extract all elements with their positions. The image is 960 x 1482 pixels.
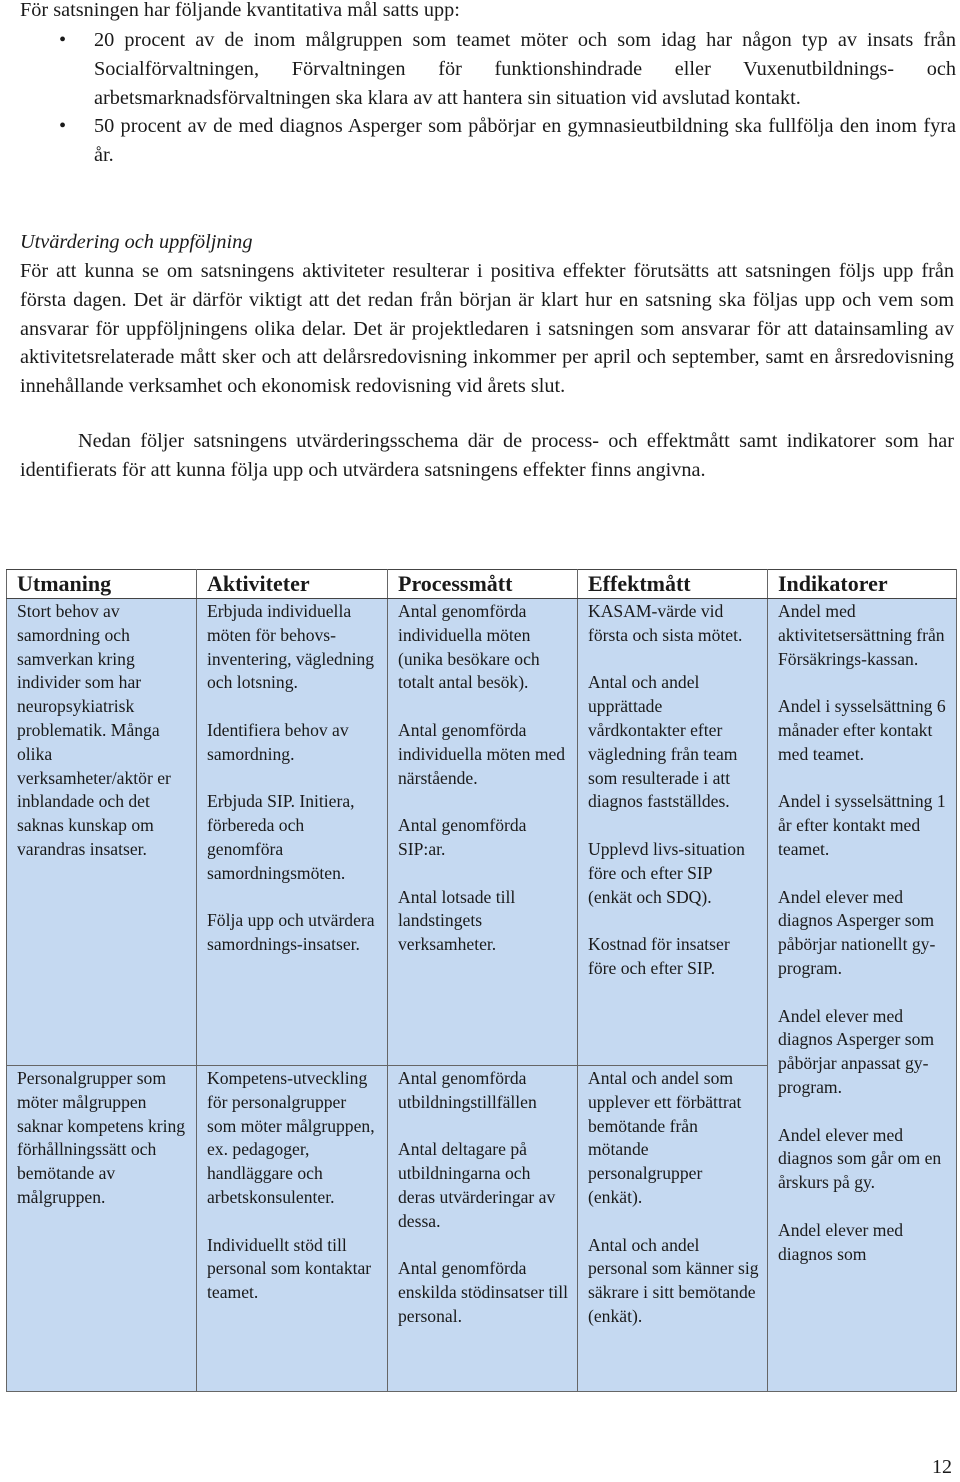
header-aktiviteter: Aktiviteter	[197, 570, 388, 599]
goal-list	[20, 26, 956, 170]
cell-indikatorer	[768, 599, 957, 1392]
cell-text: Andel i sysselsättning 6 månader efter kontakt med teamet.	[778, 696, 946, 764]
cell-text: Erbjuda SIP. Initiera, förbereda och genomföra samordningsmöten.	[207, 791, 355, 883]
cell-text: Antal och andel som upplever ett förbättrat bemötande från mötande personalgrupper (enkät).	[588, 1068, 742, 1207]
cell-text: Andel elever med diagnos som går om en årskurs på gy.	[778, 1124, 942, 1193]
bullet-icon: •	[59, 29, 67, 51]
table-header-row	[7, 570, 957, 599]
cell-text: Antal genomförda individuella möten med närstående.	[398, 719, 566, 788]
cell-text: Kostnad för insatser före och efter SIP.	[588, 934, 730, 978]
cell-text: Andel elever med diagnos Asperger som påbörjar nationellt gy-program.	[778, 886, 936, 978]
cell-text: Andel med aktivitetsersättning från Försäkrings-kassan.	[778, 601, 945, 669]
cell-text: Individuellt stöd till personal som kontaktar teamet.	[207, 1234, 372, 1303]
evaluation-paragraph: För att kunna se om satsningens aktiviteter resulterar i positiva effekter förutsätts att satsningen följs upp från första dagen. Det är därför viktigt att det redan från början är klart hur en satsning ska följas upp och vem som ansvarar för uppföljningens olika delar. Det är projektledaren i satsningen som ansvarar för att datainsamling av aktivitetsrelaterade mått sker och att delårsredovisning inkommer per april och september, samt en årsredovisning innehållande verksamhet och ekonomisk redovisning vid årets slut.	[20, 260, 954, 398]
bullet-icon: •	[59, 115, 67, 138]
goal-item	[20, 112, 956, 170]
goal-text: 20 procent av de inom målgruppen som teamet möter och som idag har någon typ av insats från Socialförvaltningen, Förvaltningen för funktionshindrade eller Vuxenutbildnings- och arbetsmarknadsförvaltningen ska klara av att hantera sin situation vid avslutad kontakt.	[94, 29, 956, 109]
section-heading: Utvärdering och uppföljning	[20, 231, 253, 253]
cell-text: Följa upp och utvärdera samordnings-insatser.	[207, 910, 375, 955]
cell-text: Identifiera behov av samordning.	[207, 719, 349, 764]
cell-text: Antal genomförda individuella möten (unika besökare och totalt antal besök).	[398, 601, 540, 693]
intro-text: För satsningen har följande kvantitativa mål satts upp:	[20, 0, 460, 21]
header-utmaning: Utmaning	[7, 570, 197, 599]
goal-item	[20, 26, 956, 112]
cell-effektmatt	[578, 599, 768, 1066]
evaluation-schema-table	[6, 569, 957, 1392]
header-effektmatt: Effektmått	[578, 570, 768, 599]
header-indikatorer: Indikatorer	[768, 570, 957, 599]
cell-text: Antal genomförda enskilda stödinsatser till personal.	[398, 1258, 569, 1326]
cell-text: Antal lotsade till landstingets verksamheter.	[398, 886, 516, 955]
cell-text: Andel elever med diagnos som	[778, 1219, 904, 1264]
cell-text: Kompetens-utveckling för personalgrupper som möter målgruppen, ex. pedagoger, handläggare och arbetskonsulenter.	[207, 1068, 375, 1207]
header-processmatt: Processmått	[388, 570, 578, 599]
cell-utmaning	[7, 1066, 197, 1392]
schema-intro-paragraph: Nedan följer satsningens utvärderingsschema där de process- och effektmått samt indikatorer som har identifierats för att kunna följa upp och utvärdera satsningens effekter finns angivna.	[20, 430, 954, 481]
cell-text: Erbjuda individuella möten för behovs-inventering, vägledning och lotsning.	[207, 601, 375, 693]
goal-text: 50 procent av de med diagnos Asperger som påbörjar en gymnasieutbildning ska fullfölja den inom fyra år.	[94, 115, 956, 167]
cell-text: Upplevd livs-situation före och efter SIP (enkät och SDQ).	[588, 838, 745, 907]
cell-text: Antal och andel personal som känner sig säkrare i sitt bemötande (enkät).	[588, 1234, 759, 1326]
cell-effektmatt	[578, 1066, 768, 1392]
cell-text: Antal och andel upprättade vårdkontakter efter vägledning från team som resulterade i att diagnos fastställdes.	[588, 672, 738, 812]
cell-text: Antal deltagare på utbildningarna och deras utvärderingar av dessa.	[398, 1139, 556, 1231]
cell-utmaning	[7, 599, 197, 1066]
cell-aktiviteter	[197, 599, 388, 1066]
cell-text: Andel elever med diagnos Asperger som påbörjar anpassat gy-program.	[778, 1005, 935, 1097]
cell-processmatt	[388, 599, 578, 1066]
page-number: 12	[932, 1456, 952, 1478]
cell-text: Stort behov av samordning och samverkan kring individer som har neuropsykiatrisk problematik. Många olika verksamheter/aktör er inblandade och det saknas kunskap om varandras insatser.	[17, 601, 171, 859]
cell-text: Antal genomförda SIP:ar.	[398, 815, 527, 859]
cell-aktiviteter	[197, 1066, 388, 1392]
table-row	[7, 599, 957, 1066]
cell-text: KASAM-värde vid första och sista mötet.	[588, 601, 743, 645]
cell-text: Antal genomförda utbildningstillfällen	[398, 1068, 537, 1112]
cell-processmatt	[388, 1066, 578, 1392]
cell-text: Andel i sysselsättning 1 år efter kontakt med teamet.	[778, 791, 946, 859]
cell-text: Personalgrupper som möter målgruppen saknar kompetens kring förhållningssätt och bemötande av målgruppen.	[17, 1068, 186, 1207]
